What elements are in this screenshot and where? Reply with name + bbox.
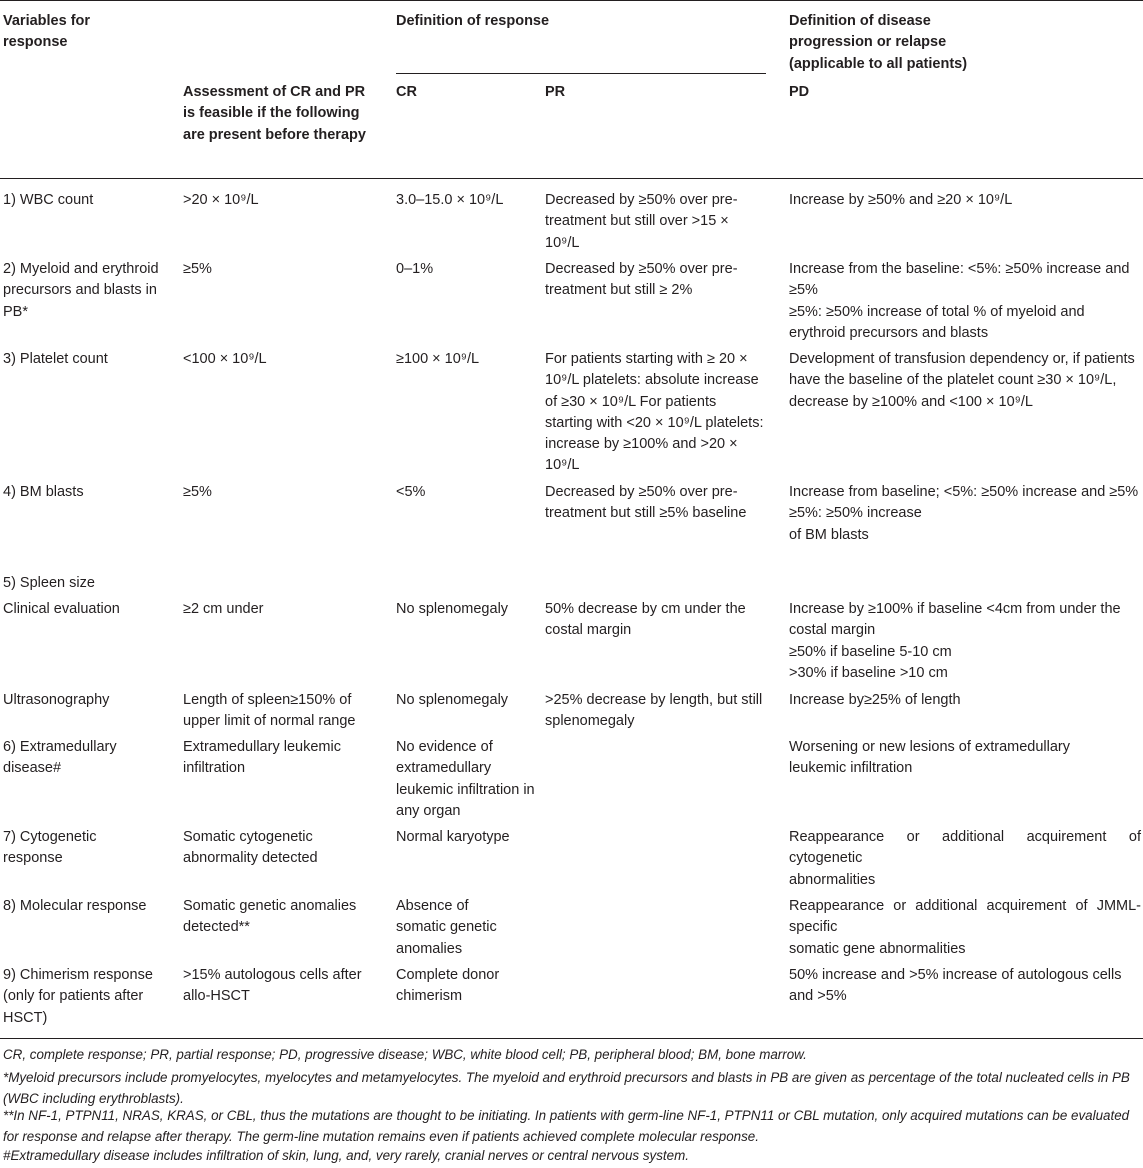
table-row-molecular-pd xyxy=(789,896,1141,960)
table-row-bm-cr: <5% xyxy=(396,484,426,500)
table-row-extra-variable: 6) Extramedullary disease# xyxy=(3,739,117,777)
molecular-pd-line1: Reappearance or additional acquirement of JMML-specific xyxy=(789,898,1141,936)
molecular-pd-line2: somatic gene abnormalities xyxy=(789,940,966,957)
table-top-rule xyxy=(0,0,1143,1)
table-row-myeloid-variable: 2) Myeloid and erythroid precursors and blasts in PB* xyxy=(3,261,159,320)
footnote-mutations: **In NF-1, PTPN11, NRAS, KRAS, or CBL, thus the mutations are thought to be initiating. In patients with germ-line NF-1, PTPN11 or CBL mutation, only acquired mutations can be evaluated for response and relapse after therapy. The germ-line mutation remains even if patients achieved complete molecular response. xyxy=(3,1108,1130,1144)
table-row-ultra-assessment: Length of spleen≥150% of upper limit of normal range xyxy=(183,692,356,730)
table-row-wbc-cr: 3.0–15.0 × 10⁹/L xyxy=(396,192,504,208)
table-row-cyto-assessment: Somatic cytogenetic abnormality detected xyxy=(183,829,318,867)
table-row-myeloid-pr: Decreased by ≥50% over pre-treatment but still ≥ 2% xyxy=(545,261,738,299)
myeloid-pd-line2: ≥5%: ≥50% increase of total % of myeloid and erythroid precursors and blasts xyxy=(789,303,1085,341)
bm-pd-line3: of BM blasts xyxy=(789,526,869,543)
table-row-myeloid-cr: 0–1% xyxy=(396,261,434,277)
header-assessment: Assessment of CR and PR is feasible if the following are present before therapy xyxy=(183,84,366,143)
clinical-pd-line1: Increase by ≥100% if baseline <4cm from under the costal margin xyxy=(789,601,1121,639)
bm-pd-line1: Increase from baseline; <5%: ≥50% increase and ≥5% xyxy=(789,484,1139,500)
table-row-platelet-pr: For patients starting with ≥ 20 × 10⁹/L platelets: absolute increase of ≥30 × 10⁹/L For patients starting with <20 × 10⁹/L platelets: increase by ≥100% and >20 × 10⁹/L xyxy=(545,351,764,474)
table-row-spleen-variable: 5) Spleen size xyxy=(3,575,95,591)
table-row-chimerism-pd: 50% increase and >5% increase of autologous cells and >5% xyxy=(789,967,1122,1005)
footnote-abbreviations: CR, complete response; PR, partial response; PD, progressive disease; WBC, white blood cell; PB, peripheral blood; BM, bone marrow. xyxy=(3,1047,807,1062)
table-row-myeloid-assessment: ≥5% xyxy=(183,261,212,277)
table-row-molecular-cr: Absence of somatic genetic anomalies xyxy=(396,898,497,957)
footnote-myeloid: *Myeloid precursors include promyelocytes, myelocytes and metamyelocytes. The myeloid and erythroid precursors and blasts in PB are given as percentage of the total nucleated cells in PB (WBC including erythroblasts). xyxy=(3,1070,1130,1106)
header-definition-of-response: Definition of response xyxy=(396,13,550,29)
table-row-chimerism-cr: Complete donor chimerism xyxy=(396,967,500,1005)
table-row-cyto-cr: Normal karyotype xyxy=(396,829,510,845)
clinical-pd-line3: >30% if baseline >10 cm xyxy=(789,664,948,681)
table-row-molecular-variable: 8) Molecular response xyxy=(3,898,147,914)
footnote-extramedullary: #Extramedullary disease includes infiltration of skin, lung, and, very rarely, cranial nerves or central nervous system. xyxy=(3,1148,689,1163)
table-row-extra-pd: Worsening or new lesions of extramedullary leukemic infiltration xyxy=(789,739,1071,777)
table-row-chimerism-assessment: >15% autologous cells after allo-HSCT xyxy=(183,967,362,1005)
table-row-bm-pr: Decreased by ≥50% over pre-treatment but still ≥5% baseline xyxy=(545,484,747,522)
table-row-bm-pd xyxy=(789,482,1141,546)
table-row-bm-assessment: ≥5% xyxy=(183,484,212,500)
table-row-clinical-pr: 50% decrease by cm under the costal margin xyxy=(545,601,746,639)
table-row-myeloid-pd xyxy=(789,259,1141,344)
table-row-ultra-pd: Increase by≥25% of length xyxy=(789,692,961,708)
cyto-pd-line1: Reappearance or additional acquirement of cytogenetic xyxy=(789,829,1141,867)
bm-pd-line2: ≥5%: ≥50% increase xyxy=(789,505,922,522)
table-row-extra-cr: No evidence of extramedullary leukemic infiltration in any organ xyxy=(396,739,535,819)
table-row-ultra-cr: No splenomegaly xyxy=(396,692,509,708)
header-definition-of-progression: Definition of disease progression or relapse (applicable to all patients) xyxy=(789,13,968,72)
table-row-wbc-pd: Increase by ≥50% and ≥20 × 10⁹/L xyxy=(789,192,1013,208)
header-pr: PR xyxy=(545,84,566,100)
header-pd: PD xyxy=(789,84,810,100)
table-row-molecular-assessment: Somatic genetic anomalies detected** xyxy=(183,898,357,936)
table-row-extra-assessment: Extramedullary leukemic infiltration xyxy=(183,739,341,777)
table-row-platelet-variable: 3) Platelet count xyxy=(3,351,108,367)
table-row-platelet-assessment: <100 × 10⁹/L xyxy=(183,351,267,367)
table-row-clinical-pd xyxy=(789,599,1141,684)
response-header-rule xyxy=(396,73,766,74)
table-row-ultra-pr: >25% decrease by length, but still splenomegaly xyxy=(545,692,763,730)
table-row-wbc-variable: 1) WBC count xyxy=(3,192,94,208)
table-row-ultra-variable: Ultrasonography xyxy=(3,692,110,708)
table-row-clinical-cr: No splenomegaly xyxy=(396,601,509,617)
table-bottom-rule xyxy=(0,1038,1143,1039)
cyto-pd-line2: abnormalities xyxy=(789,871,876,888)
table-row-cyto-variable: 7) Cytogenetic response xyxy=(3,829,97,867)
clinical-pd-line2: ≥50% if baseline 5-10 cm xyxy=(789,643,952,660)
header-bottom-rule xyxy=(0,178,1143,179)
table-row-chimerism-variable: 9) Chimerism response (only for patients after HSCT) xyxy=(3,967,153,1026)
table-row-clinical-assessment: ≥2 cm under xyxy=(183,601,264,617)
myeloid-pd-line1: Increase from the baseline: <5%: ≥50% increase and ≥5% xyxy=(789,261,1130,299)
table-row-wbc-pr: Decreased by ≥50% over pre-treatment but still over >15 × 10⁹/L xyxy=(545,192,738,251)
table-row-clinical-variable: Clinical evaluation xyxy=(3,601,120,617)
table-row-cyto-pd xyxy=(789,827,1141,891)
table-row-bm-variable: 4) BM blasts xyxy=(3,484,84,500)
table-row-platelet-pd: Development of transfusion dependency or, if patients have the baseline of the platelet count ≥30 × 10⁹/L, decrease by ≥100% and <100 × 10⁹/L xyxy=(789,351,1135,410)
header-variables: Variables for response xyxy=(3,13,91,51)
table-row-platelet-cr: ≥100 × 10⁹/L xyxy=(396,351,480,367)
header-cr: CR xyxy=(396,84,417,100)
table-row-wbc-assessment: >20 × 10⁹/L xyxy=(183,192,259,208)
